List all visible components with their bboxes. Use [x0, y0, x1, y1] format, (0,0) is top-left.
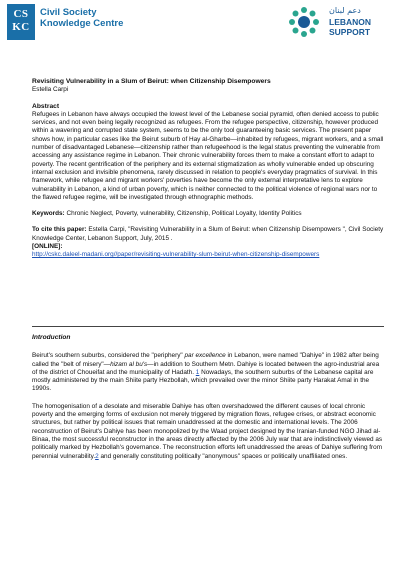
- online-label: [ONLINE]:: [32, 243, 63, 251]
- lebanon-support-line1: LEBANON: [329, 17, 372, 27]
- abstract-heading: Abstract: [32, 102, 60, 110]
- paper-url-link[interactable]: http://cskc.daleel-madani.org//paper/revisiting-vulnerability-slum-beirut-when-citizenship-disempowers: [32, 251, 320, 259]
- abstract-text: Refugees in Lebanon have always occupied the lowest level of the Lebanese social pyramid, often denied access to public services, and not even being legally recognized as refugees. From the refugee perspective, citizenship, however produced within a wavering and corrupted state system, seems to be the only tool guaranteeing basic services. The present paper shows how, in particular cases like the Beirut suburb of Hay al-Gharbe—inhabited by refugees, migrant workers, and a small number of disadvantaged Lebanese—citizenship rather than refugeehood is the legal status preventing the vulnerable from accessing any assistance regime in Lebanon. Their chronic vulnerability forces them to make a constant effort to adapt to poverty. The recent gentrification of the periphery and its external stigmatization as wholly vulnerable ended up obscuring internal exclusion and invisible phenomena, rarely discussed in relation to people's everyday pragmatics of survival. In this framework, while refugee and migrant workers' poverties have become the only external interpretative lens to explore vulnerability in Lebanon, a kind of urban poverty, which is neither connected to the political violence of regional wars nor to the flawed refugee regime, will be investigated through ethnographic methods.: [32, 110, 384, 201]
- intro-p2-text-a: The homogenisation of a desolate and miserable Dahiye has often overshadowed the different causes of local chronic poverty and the emerging forms of exclusion not merely triggered by migration flows, refugee crises, or abstract economic structures, but rather by political issues that remain unaddressed at the domestic and international levels. The 2006 reconstruction of Beirut's Dahiye has been monopolized by the Waad project designed by the Iranian-funded NGO Jihad al-Binaa, the most successful reconstructor in the areas directly affected by the 2006 July war that are indistinctively viewed as politically marked by Hezbollah's governance. The reconstruction efforts left unaddressed the areas of Dahiye suffering from perennial vulnerability.: [32, 402, 383, 460]
- footnote-1-link[interactable]: 1: [195, 368, 200, 376]
- page-header: [0, 0, 413, 62]
- citation-text: Estella Carpi, "Revisiting Vulnerability in a Slum of Beirut: when Citizenship Disempowers ", Civil Society Knowledge Center, Lebanon Support, July, 2015 .: [32, 226, 384, 242]
- intro-p2-text-b: and generally constituting politically "anonymous" spaces or politically unaffiliated ones.: [98, 452, 348, 460]
- intro-p1-text-a: Beirut's southern suburbs, considered the "periphery": [32, 352, 183, 360]
- cskc-name-line2: Knowledge Centre: [40, 18, 124, 29]
- lebanon-support-line2: SUPPORT: [329, 27, 371, 37]
- paper-title: Revisiting Vulnerability in a Slum of Beirut: when Citizenship Disempowers: [32, 78, 271, 85]
- lebanon-support-mark-icon: [287, 5, 321, 39]
- paper-front-matter: [32, 78, 384, 260]
- lebanon-support-text: [329, 17, 371, 37]
- footnote-2-link[interactable]: 2: [95, 452, 99, 460]
- intro-paragraph-2: [32, 403, 384, 461]
- lebanon-support-logo: [283, 3, 401, 47]
- cskc-logo-text: [40, 7, 123, 29]
- intro-p1-text-d: Nowadays, the southern suburbs of the Lebanese capital are mostly administered by the main Shiite party Hezbollah, which prevailed over the minor Shiite party Harakat Amal in the 1990s.: [32, 368, 374, 393]
- citation-label: To cite this paper:: [32, 226, 87, 234]
- intro-paragraph-1: [32, 352, 384, 393]
- section-divider: [32, 326, 384, 327]
- intro-p1-text-c: —in addition to Southern Metn. Dahiye is located between the agro-industrial area of the district of Choueifat and the municipality of Hadath.: [32, 360, 380, 376]
- keywords: [32, 210, 384, 218]
- keywords-text: Chronic Neglect, Poverty, vulnerability, Citizenship, Political Loyalty, Identity Politics: [66, 210, 302, 218]
- introduction-heading: Introduction: [32, 334, 71, 341]
- intro-p1-text-b: in Lebanon, were named "Dahiye" in 1982 after being called the "belt of misery"—: [32, 352, 379, 368]
- paper-author: Estella Carpi: [32, 86, 69, 94]
- cskc-name-line1: Civil Society: [40, 7, 97, 18]
- citation: [32, 226, 384, 243]
- cskc-logo: CS KC: [7, 4, 35, 40]
- intro-p1-italic-b: hizam al bu's: [110, 360, 148, 368]
- keywords-label: Keywords:: [32, 210, 65, 218]
- intro-p1-italic-a: par excellence: [184, 352, 226, 360]
- lebanon-support-arabic: دعم لبنان: [329, 6, 361, 15]
- introduction-section: [32, 334, 384, 470]
